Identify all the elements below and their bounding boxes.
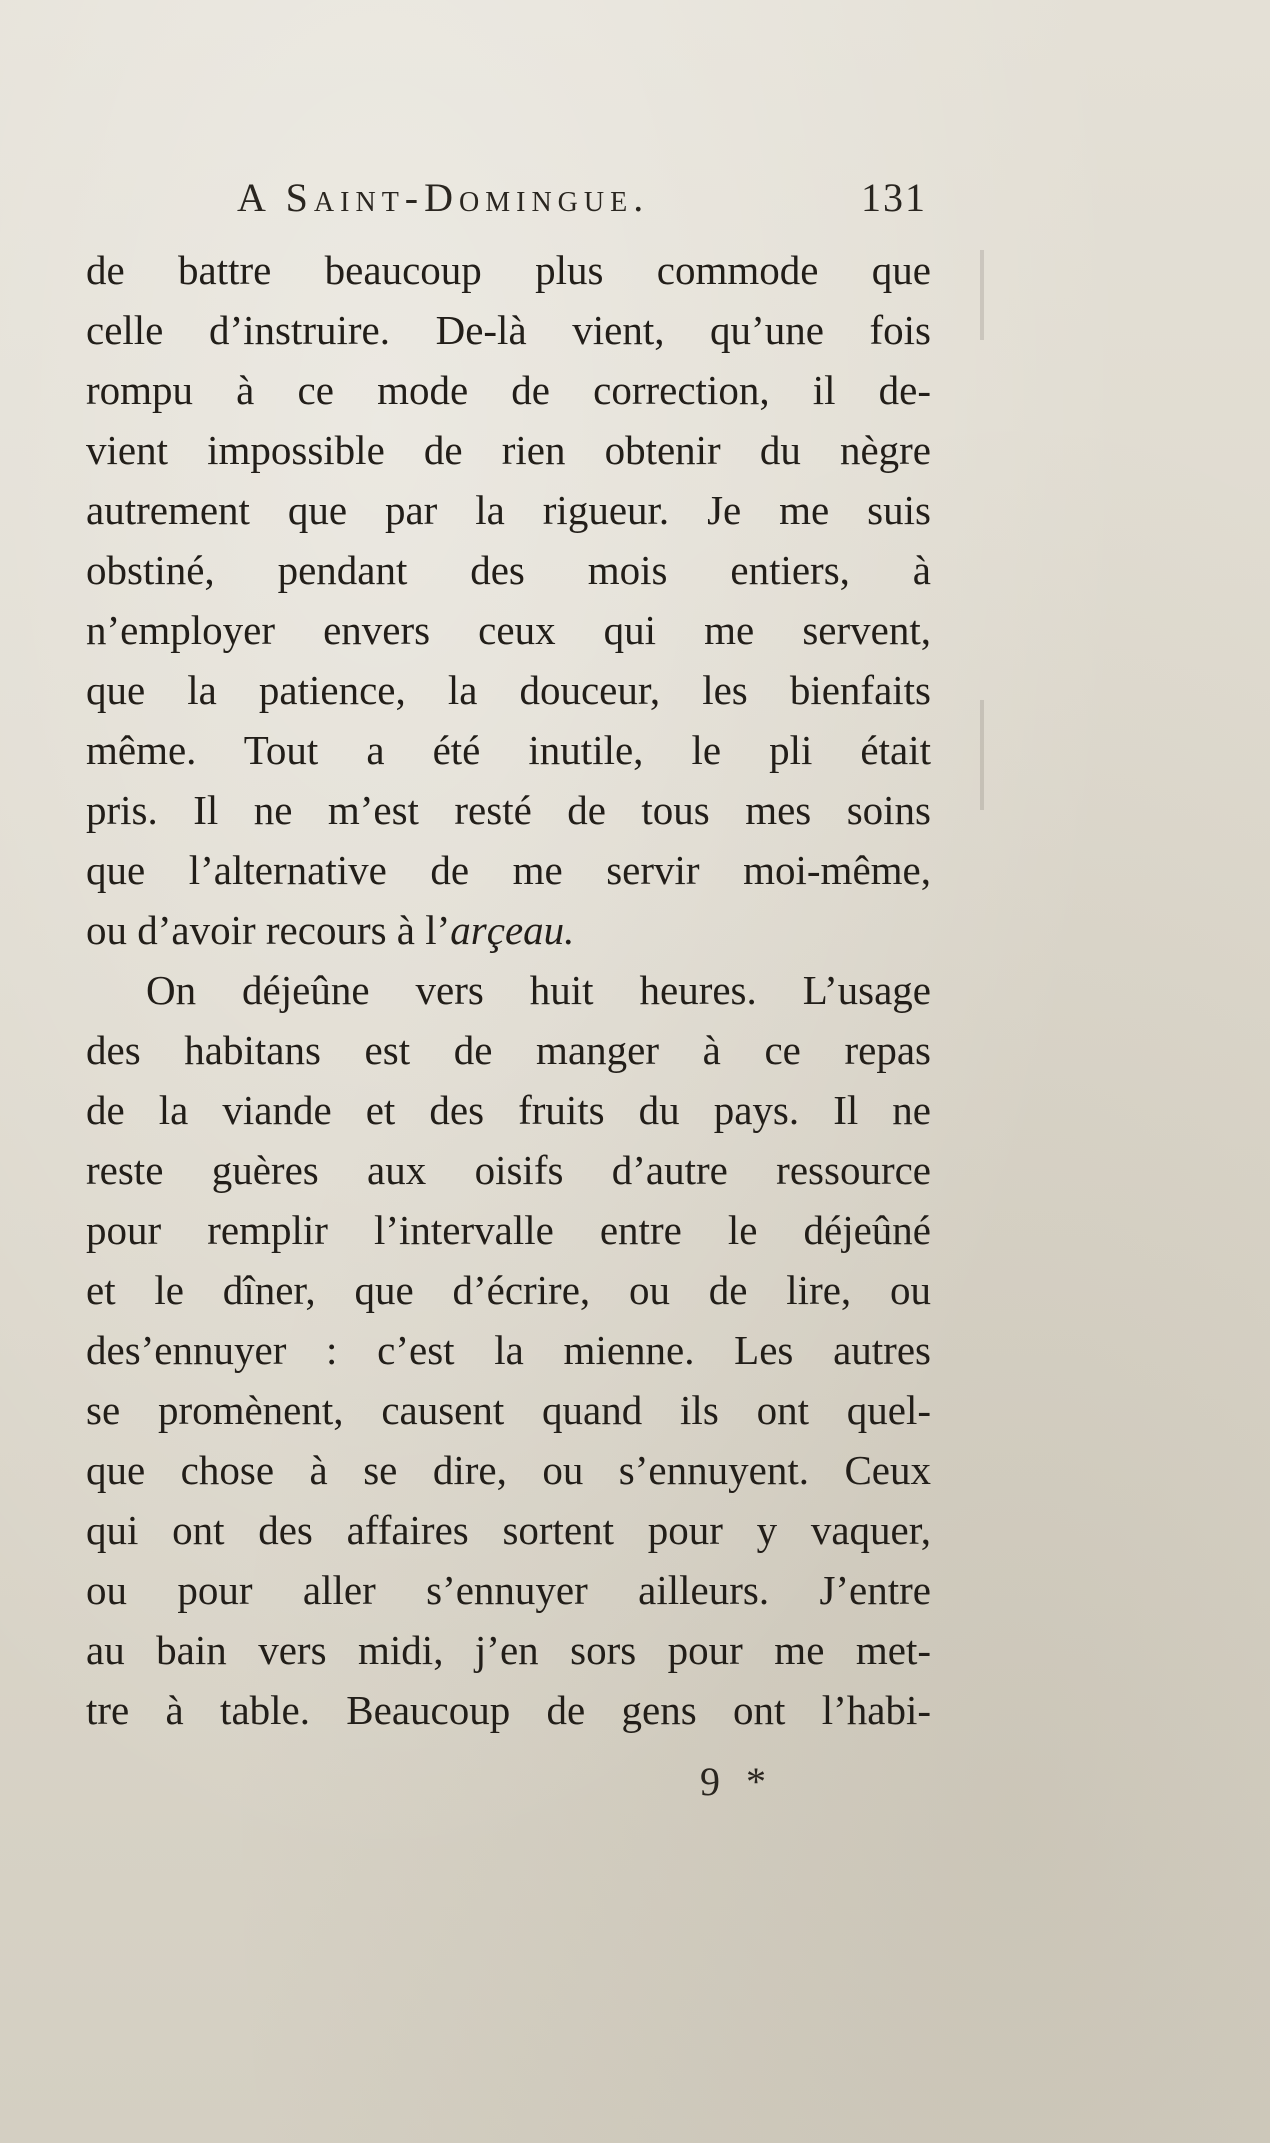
text-line: que chose à se dire, ou s’ennuyent. Ceux <box>86 1447 931 1493</box>
text-line: n’employer envers ceux qui me servent, <box>86 607 931 653</box>
signature-mark: 9 * <box>700 1759 774 1804</box>
text-line: tre à table. Beaucoup de gens ont l’habi- <box>86 1687 931 1733</box>
text-line: vient impossible de rien obtenir du nègre <box>86 427 931 473</box>
text-line: se promènent, causent quand ils ont quel- <box>86 1387 931 1433</box>
text-line: des’ennuyer : c’est la mienne. Les autres <box>86 1327 931 1373</box>
text-line: On déjeûne vers huit heures. L’usage <box>146 967 931 1013</box>
paragraph-2 <box>86 960 931 1740</box>
paragraph-1 <box>86 240 931 960</box>
text-line: autrement que par la rigueur. Je me suis <box>86 487 931 533</box>
text-line: et le dîner, que d’écrire, ou de lire, ou <box>86 1267 931 1313</box>
text-line: ou pour aller s’ennuyer ailleurs. J’entre <box>86 1567 931 1613</box>
text-line: au bain vers midi, j’en sors pour me met- <box>86 1627 931 1673</box>
text-line: pris. Il ne m’est resté de tous mes soins <box>86 787 931 833</box>
page-header <box>237 168 937 228</box>
text-line-prefix: ou d’avoir recours à l’ <box>86 907 451 953</box>
text-line: des habitans est de manger à ce repas <box>86 1027 931 1073</box>
page-number: 131 <box>861 175 927 220</box>
text-line: pour remplir l’intervalle entre le déjeûné <box>86 1207 931 1253</box>
text-line <box>86 900 931 960</box>
italic-word: arçeau. <box>450 907 575 953</box>
body-text <box>86 240 931 1740</box>
running-head: A Saint-Domingue. <box>237 175 650 220</box>
text-line: que l’alternative de me servir moi-même, <box>86 847 931 893</box>
bleed-through-mark <box>980 250 984 340</box>
text-line: rompu à ce mode de correction, il de- <box>86 367 931 413</box>
text-line: même. Tout a été inutile, le pli était <box>86 727 931 773</box>
bleed-through-mark <box>980 700 984 810</box>
text-line: celle d’instruire. De-là vient, qu’une fois <box>86 307 931 353</box>
text-line: de la viande et des fruits du pays. Il ne <box>86 1087 931 1133</box>
text-line: qui ont des affaires sortent pour y vaquer, <box>86 1507 931 1553</box>
text-line: obstiné, pendant des mois entiers, à <box>86 547 931 593</box>
text-line: que la patience, la douceur, les bienfaits <box>86 667 931 713</box>
text-line: de battre beaucoup plus commode que <box>86 247 931 293</box>
text-line: reste guères aux oisifs d’autre ressource <box>86 1147 931 1193</box>
